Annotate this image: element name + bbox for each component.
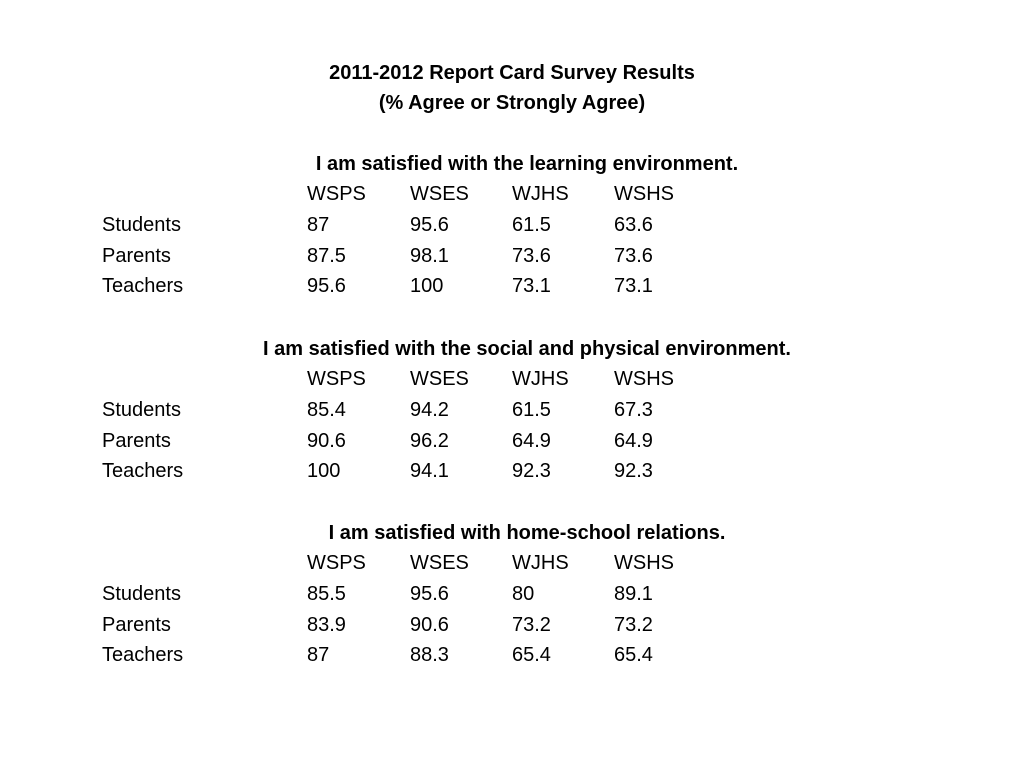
column-header: WJHS xyxy=(512,183,569,205)
column-header: WSES xyxy=(410,183,469,205)
table-cell: 65.4 xyxy=(614,644,653,666)
table-cell: 100 xyxy=(410,275,444,297)
table-cell: 67.3 xyxy=(614,399,653,421)
row-label: Teachers xyxy=(102,460,184,482)
table-row xyxy=(0,241,1024,271)
table-row xyxy=(0,426,1024,456)
section-heading: I am satisfied with the social and physical environment. xyxy=(263,338,791,360)
table-cell: 61.5 xyxy=(512,399,551,421)
table-cell: 95.6 xyxy=(307,275,346,297)
table-row xyxy=(0,579,1024,609)
table-cell: 96.2 xyxy=(410,430,449,452)
table-row xyxy=(0,640,1024,670)
table-cell: 100 xyxy=(307,460,341,482)
table-cell: 98.1 xyxy=(410,245,449,267)
row-label: Parents xyxy=(102,245,171,267)
table-cell: 87.5 xyxy=(307,245,346,267)
table-cell: 92.3 xyxy=(614,460,653,482)
table-cell: 89.1 xyxy=(614,583,653,605)
row-label: Parents xyxy=(102,430,171,452)
table-cell: 64.9 xyxy=(614,430,653,452)
column-header: WSPS xyxy=(307,183,366,205)
row-label: Teachers xyxy=(102,275,184,297)
table-cell: 64.9 xyxy=(512,430,551,452)
table-cell: 65.4 xyxy=(512,644,551,666)
table-cell: 90.6 xyxy=(307,430,346,452)
table-row xyxy=(0,456,1024,486)
table-cell: 87 xyxy=(307,214,330,236)
table-cell: 73.6 xyxy=(512,245,551,267)
section-heading: I am satisfied with the learning environment. xyxy=(315,153,739,175)
table-cell: 87 xyxy=(307,644,330,666)
row-label: Parents xyxy=(102,614,171,636)
table-cell: 95.6 xyxy=(410,583,449,605)
column-header-row xyxy=(0,548,1024,578)
column-header: WSHS xyxy=(614,552,674,574)
report-subtitle: (% Agree or Strongly Agree) xyxy=(378,92,646,114)
column-header: WJHS xyxy=(512,368,569,390)
table-row xyxy=(0,395,1024,425)
table-cell: 61.5 xyxy=(512,214,551,236)
table-cell: 95.6 xyxy=(410,214,449,236)
table-cell: 73.1 xyxy=(614,275,653,297)
row-label: Students xyxy=(102,399,181,421)
table-cell: 63.6 xyxy=(614,214,653,236)
row-label: Teachers xyxy=(102,644,184,666)
table-cell: 92.3 xyxy=(512,460,551,482)
report-title: 2011-2012 Report Card Survey Results xyxy=(329,62,695,84)
table-cell: 73.1 xyxy=(512,275,551,297)
column-header: WSPS xyxy=(307,368,366,390)
table-cell: 90.6 xyxy=(410,614,449,636)
table-cell: 85.5 xyxy=(307,583,346,605)
table-cell: 94.1 xyxy=(410,460,449,482)
table-cell: 85.4 xyxy=(307,399,346,421)
table-cell: 88.3 xyxy=(410,644,449,666)
row-label: Students xyxy=(102,214,181,236)
column-header: WSHS xyxy=(614,183,674,205)
table-cell: 83.9 xyxy=(307,614,346,636)
column-header: WSES xyxy=(410,368,469,390)
column-header-row xyxy=(0,364,1024,394)
table-row xyxy=(0,210,1024,240)
section-heading: I am satisfied with home-school relations. xyxy=(328,522,726,544)
table-cell: 73.2 xyxy=(614,614,653,636)
table-cell: 73.6 xyxy=(614,245,653,267)
table-cell: 94.2 xyxy=(410,399,449,421)
table-row xyxy=(0,271,1024,301)
table-row xyxy=(0,610,1024,640)
column-header: WSHS xyxy=(614,368,674,390)
column-header-row xyxy=(0,179,1024,209)
column-header: WSPS xyxy=(307,552,366,574)
row-label: Students xyxy=(102,583,181,605)
column-header: WJHS xyxy=(512,552,569,574)
table-cell: 73.2 xyxy=(512,614,551,636)
table-cell: 80 xyxy=(512,583,535,605)
column-header: WSES xyxy=(410,552,469,574)
